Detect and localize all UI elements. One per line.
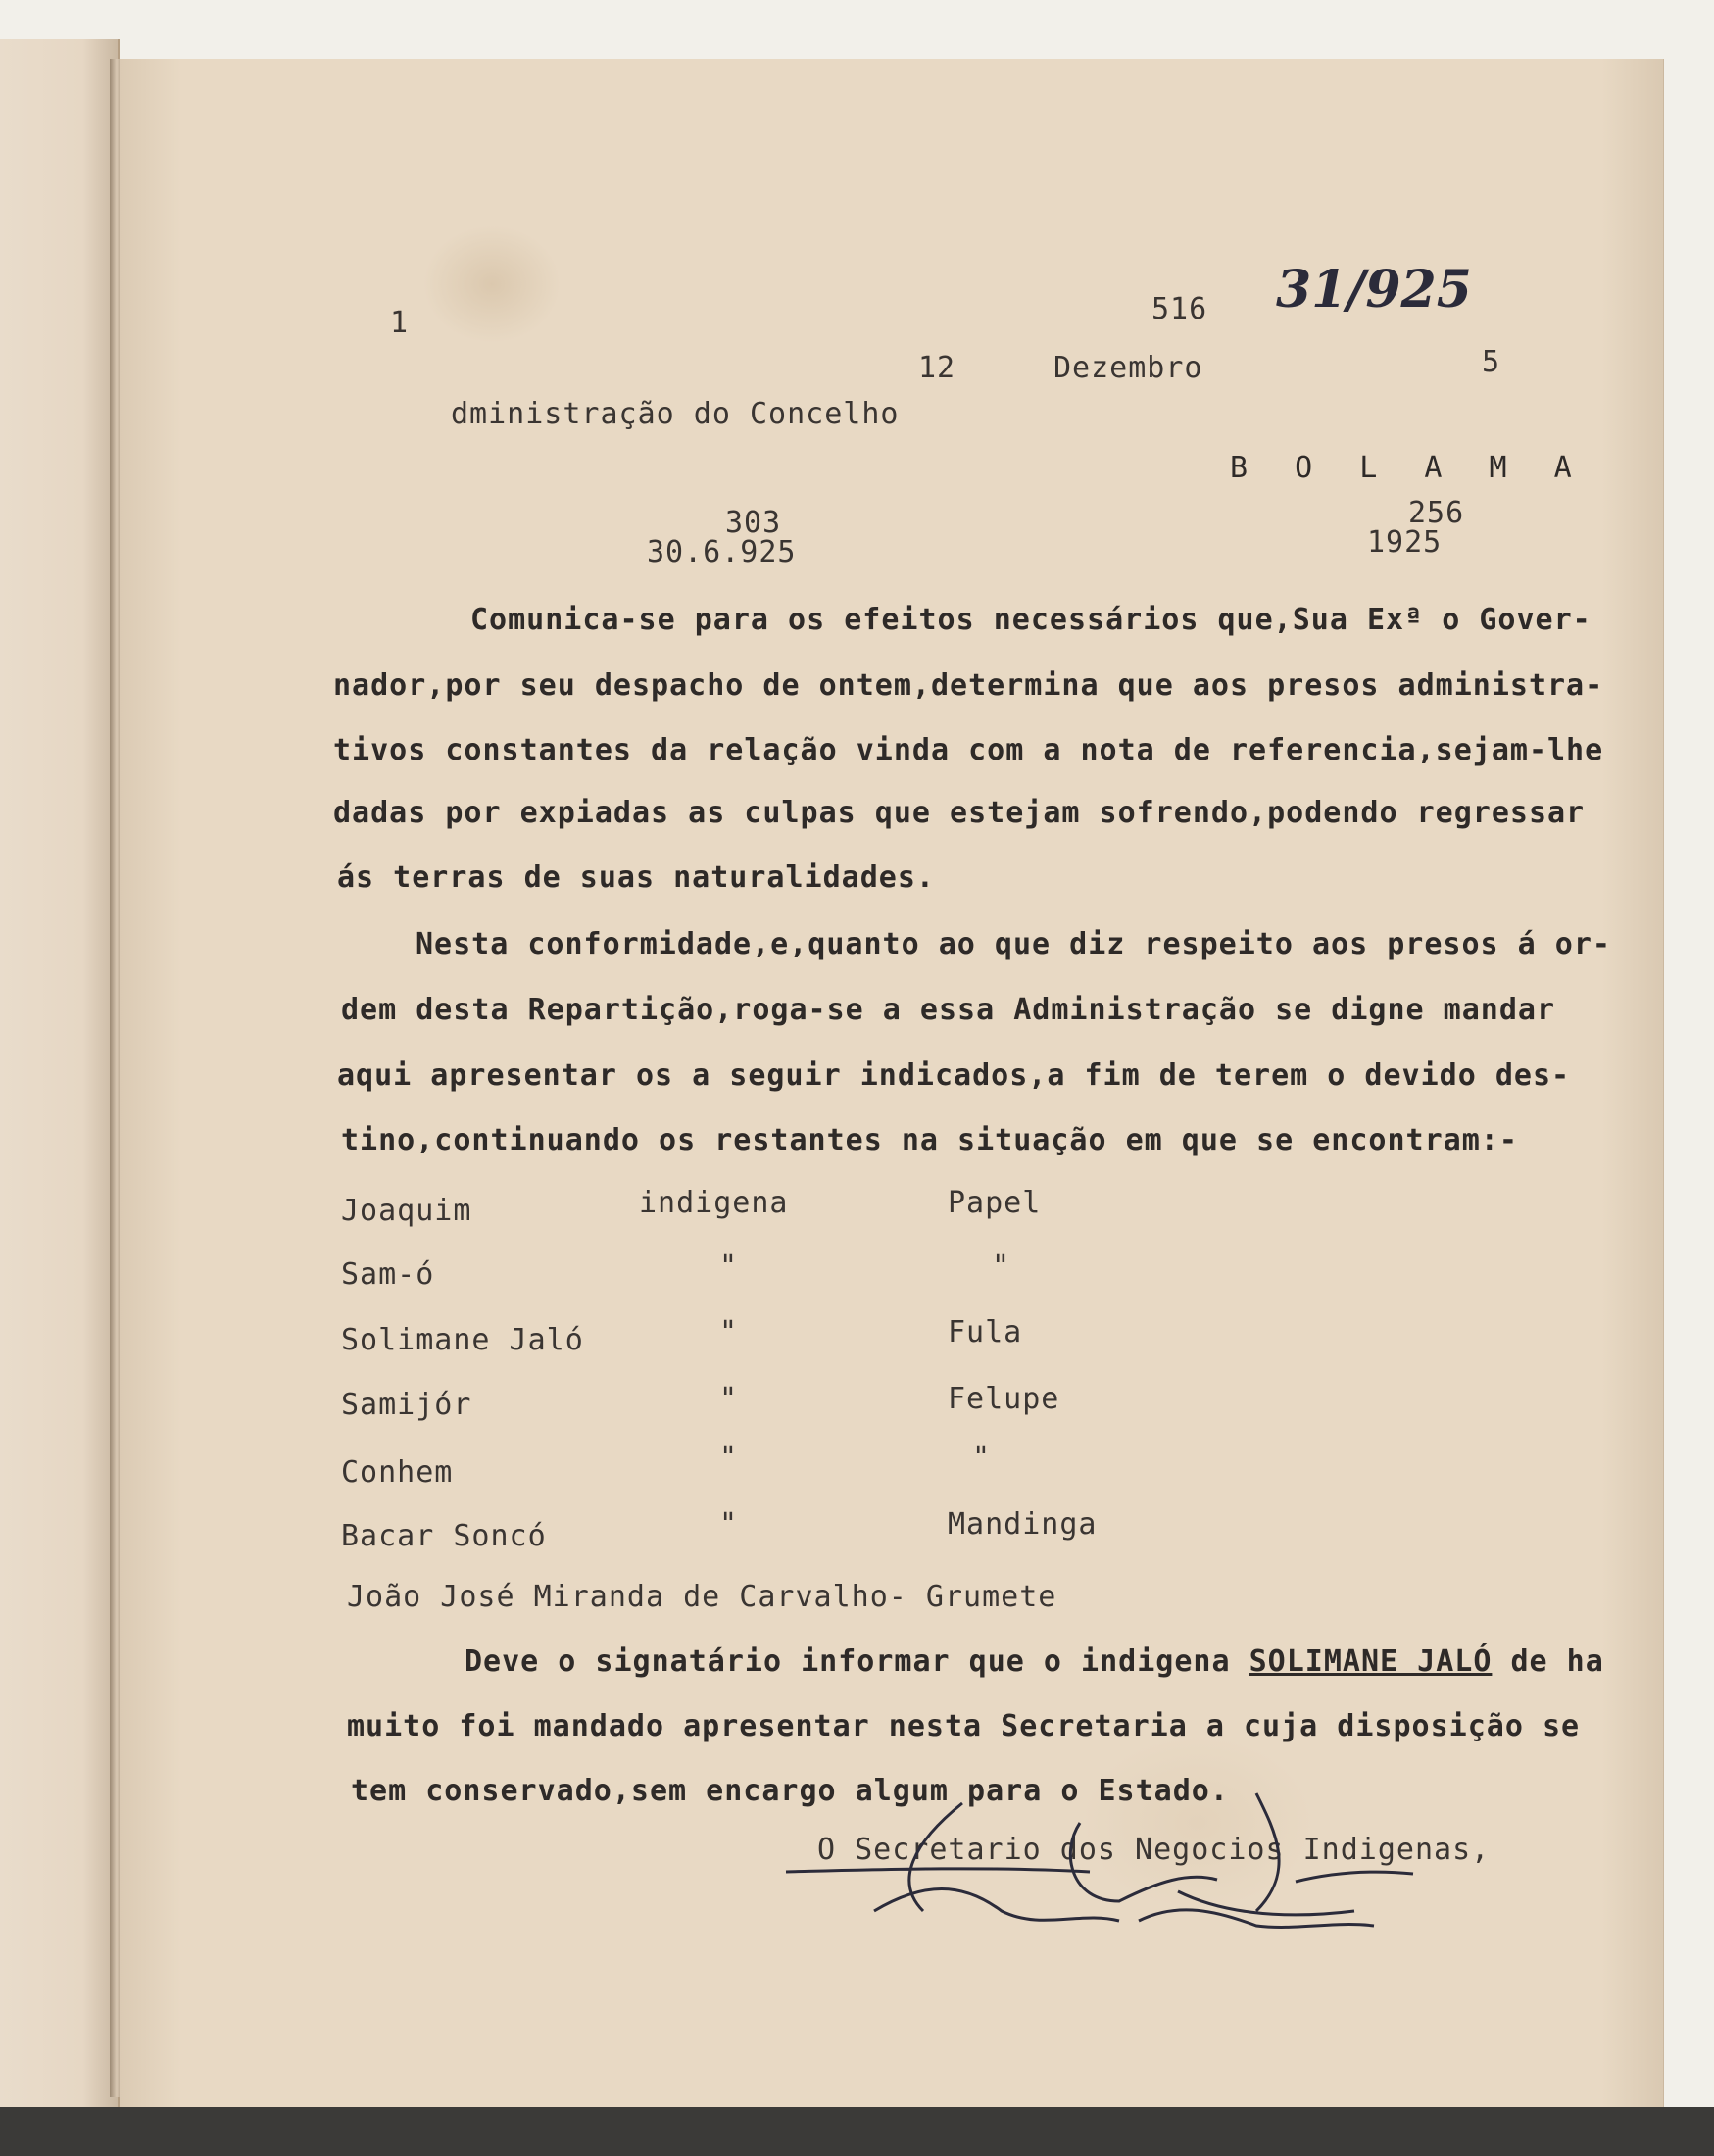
prisoner-name: Solimane Jaló bbox=[341, 1323, 584, 1357]
prisoner-name: Bacar Soncó bbox=[341, 1519, 547, 1553]
prisoner-status: " bbox=[719, 1441, 739, 1475]
scan-border bbox=[0, 2107, 1714, 2156]
paragraph2-line: aqui apresentar os a seguir indicados,a fim de terem o devido des- bbox=[337, 1058, 1571, 1093]
prisoner-tribe: Fula bbox=[948, 1315, 1023, 1349]
date-month: Dezembro bbox=[1053, 351, 1203, 385]
paragraph1-line: ás terras de suas naturalidades. bbox=[337, 860, 935, 895]
addressee: dministração do Concelho bbox=[451, 397, 900, 431]
underlined-name: SOLIMANE JALÓ bbox=[1249, 1644, 1493, 1679]
ref-left-date: 30.6.925 bbox=[647, 535, 797, 569]
prisoner-name: Samijór bbox=[341, 1388, 472, 1422]
paragraph1-line: Comunica-se para os efeitos necessários que,Sua Exª o Gover- bbox=[470, 603, 1592, 637]
paragraph2-line: dem desta Repartição,roga-se a essa Administração se digne mandar bbox=[341, 993, 1555, 1027]
ref-right-year: 1925 bbox=[1367, 525, 1443, 560]
prisoner-name: Joaquim bbox=[341, 1194, 472, 1228]
paragraph3-pre: Deve o signatário informar que o indigena bbox=[465, 1644, 1249, 1679]
last-prisoner: João José Miranda de Carvalho- Grumete bbox=[347, 1580, 1057, 1614]
paragraph1-line: nador,por seu despacho de ontem,determina que aos presos administra- bbox=[333, 668, 1604, 703]
paragraph3-line: muito foi mandado apresentar nesta Secretaria a cuja disposição se bbox=[347, 1709, 1581, 1743]
prisoner-status: " bbox=[719, 1315, 739, 1349]
ref-right-number: 256 bbox=[1408, 496, 1465, 530]
paragraph1-line: tivos constantes da relação vinda com a nota de referencia,sejam-lhe bbox=[333, 733, 1604, 767]
paragraph3-line bbox=[465, 1644, 1604, 1679]
prisoner-tribe: Felupe bbox=[948, 1382, 1060, 1416]
prisoner-tribe: " bbox=[972, 1441, 992, 1475]
prisoner-tribe: " bbox=[992, 1250, 1011, 1284]
signatory-title: O Secretario dos Negocios Indigenas, bbox=[817, 1833, 1491, 1867]
prisoner-status: " bbox=[719, 1382, 739, 1416]
ref-left-number: 303 bbox=[725, 506, 782, 540]
prisoner-tribe: Papel bbox=[948, 1186, 1042, 1220]
prisoner-name: Conhem bbox=[341, 1455, 454, 1490]
date-day: 12 bbox=[918, 351, 956, 385]
paragraph2-line: tino,continuando os restantes na situação em que se encontram:- bbox=[341, 1123, 1518, 1157]
prisoner-status: " bbox=[719, 1507, 739, 1542]
paragraph3-post: de ha bbox=[1492, 1644, 1604, 1679]
prisoner-status: " bbox=[719, 1250, 739, 1284]
prisoner-tribe: Mandinga bbox=[948, 1507, 1098, 1542]
signature-scrawl bbox=[668, 1764, 1472, 1940]
paragraph1-line: dadas por expiadas as culpas que estejam sofrendo,podendo regressar bbox=[333, 796, 1586, 830]
paragraph2-line: Nesta conformidade,e,quanto ao que diz respeito aos presos á or- bbox=[416, 927, 1611, 961]
paragraph3-line: tem conservado,sem encargo algum para o Estado. bbox=[351, 1774, 1229, 1808]
item-number: 1 bbox=[390, 306, 410, 340]
reference-number: 516 bbox=[1151, 292, 1208, 326]
left-page-edge bbox=[0, 39, 120, 2117]
location: B O L A M A bbox=[1230, 451, 1587, 485]
date-year-digit: 5 bbox=[1482, 345, 1501, 379]
prisoner-name: Sam-ó bbox=[341, 1257, 435, 1292]
prisoner-status: indigena bbox=[639, 1186, 789, 1220]
handwritten-annotation: 31/925 bbox=[1276, 260, 1472, 319]
document-page bbox=[120, 59, 1664, 2107]
